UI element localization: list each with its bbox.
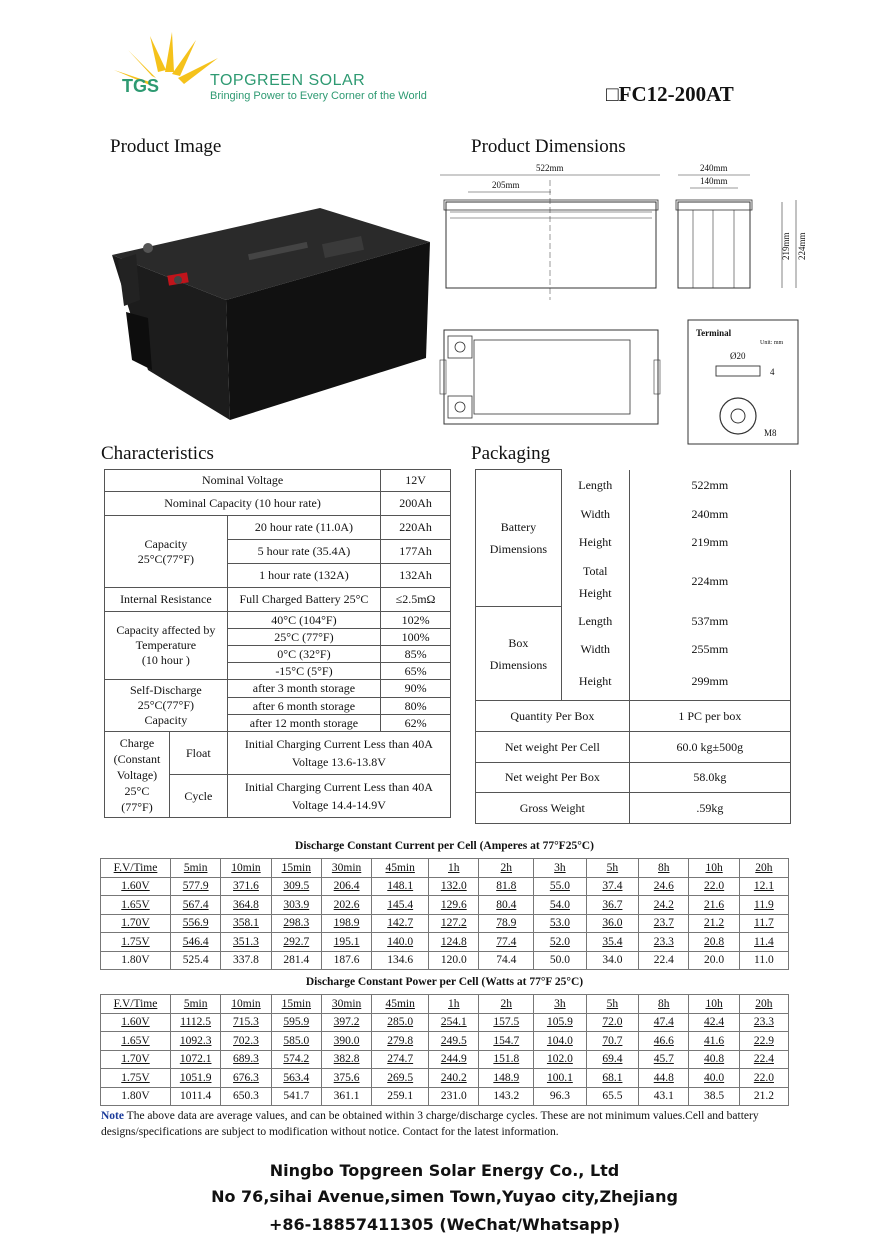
column-header: 45min (372, 859, 429, 878)
column-header: 10min (221, 859, 271, 878)
row-voltage: 1.65V (101, 896, 171, 915)
temperature: 25°C (77°F) (227, 629, 380, 646)
note-label: Note (101, 1110, 124, 1122)
product-dimensions-title: Product Dimensions (471, 136, 626, 157)
product-image-title: Product Image (110, 136, 222, 157)
temperature-value: 65% (381, 663, 451, 680)
table-cell: 1092.3 (171, 1032, 221, 1051)
column-header: F.V/Time (101, 859, 171, 878)
table-cell: 382.8 (321, 1050, 371, 1069)
float-label: Float (169, 732, 227, 775)
capacity-rate: 1 hour rate (132A) (227, 564, 380, 588)
table-cell: 36.0 (586, 914, 639, 933)
table-cell: 1112.5 (171, 1013, 221, 1032)
row-voltage: 1.70V (101, 1050, 171, 1069)
table-cell: 55.0 (534, 877, 587, 896)
characteristics-title: Characteristics (101, 443, 214, 464)
table-cell: 129.6 (429, 896, 479, 915)
net-weight-box-value: 58.0kg (629, 763, 790, 793)
table-cell: 358.1 (221, 914, 271, 933)
table-cell: 72.0 (586, 1013, 639, 1032)
table-cell: 47.4 (639, 1013, 689, 1032)
table-header-row (101, 859, 789, 878)
table-cell: 21.2 (689, 914, 739, 933)
storage-period: after 12 month storage (227, 715, 380, 732)
gross-weight-value: .59kg (629, 793, 790, 824)
table-cell: 77.4 (479, 933, 534, 952)
box-width-label: Width (561, 636, 629, 664)
table-cell: 81.8 (479, 877, 534, 896)
table-cell: 244.9 (429, 1050, 479, 1069)
table-cell: 42.4 (689, 1013, 739, 1032)
box-length-label: Length (561, 607, 629, 636)
table-cell: 24.2 (639, 896, 689, 915)
table-cell: 100.1 (534, 1069, 587, 1088)
table-cell: 574.2 (271, 1050, 321, 1069)
table-cell: 102.0 (534, 1050, 587, 1069)
table-cell: 397.2 (321, 1013, 371, 1032)
table-cell: 274.7 (372, 1050, 429, 1069)
width-label: Width (561, 501, 629, 529)
storage-period: after 3 month storage (227, 680, 380, 698)
dim-terminal-spacing: 205mm (492, 180, 520, 190)
footer-address: No 76,sihai Avenue,simen Town,Yuyao city,Zhejiang (211, 1187, 678, 1206)
table-cell: 22.0 (739, 1069, 788, 1088)
brand-name: TOPGREEN SOLAR (210, 72, 366, 89)
column-header: 2h (479, 995, 534, 1014)
table-cell: 281.4 (271, 951, 321, 970)
table-cell: 375.6 (321, 1069, 371, 1088)
table-cell: 120.0 (429, 951, 479, 970)
box-width-value: 255mm (629, 636, 790, 664)
dim-length-total: 522mm (536, 163, 564, 173)
table-cell: 195.1 (321, 933, 371, 952)
table-cell: 80.4 (479, 896, 534, 915)
column-header: 3h (534, 859, 587, 878)
table-cell: 206.4 (321, 877, 371, 896)
column-header: 15min (271, 995, 321, 1014)
quantity-value: 1 PC per box (629, 701, 790, 732)
self-discharge-label: Self-Discharge 25°C(77°F) Capacity (105, 680, 228, 732)
table-cell: 231.0 (429, 1087, 479, 1106)
table-cell: 43.1 (639, 1087, 689, 1106)
table-cell: 279.8 (372, 1032, 429, 1051)
table-cell: 702.3 (221, 1032, 271, 1051)
table-cell: 45.7 (639, 1050, 689, 1069)
current-discharge-table (100, 858, 789, 970)
table-header-row (101, 995, 789, 1014)
table-cell: 154.7 (479, 1032, 534, 1051)
row-voltage: 1.75V (101, 933, 171, 952)
table-cell: 22.9 (739, 1032, 788, 1051)
table-cell: 50.0 (534, 951, 587, 970)
table-row (101, 896, 789, 915)
table-cell: 11.9 (739, 896, 788, 915)
table-cell: 38.5 (689, 1087, 739, 1106)
table-cell: 145.4 (372, 896, 429, 915)
table-cell: 20.0 (689, 951, 739, 970)
dim-total-height: 224mm (797, 232, 807, 260)
charge-label: Charge (Constant Voltage) 25°C (77°F) (105, 732, 170, 818)
table-cell: 53.0 (534, 914, 587, 933)
table-cell: 249.5 (429, 1032, 479, 1051)
box-dimensions-label: Box Dimensions (476, 607, 562, 701)
table-cell: 22.0 (689, 877, 739, 896)
column-header: 5h (586, 859, 639, 878)
row-voltage: 1.80V (101, 1087, 171, 1106)
table-cell: 689.3 (221, 1050, 271, 1069)
temperature-value: 85% (381, 646, 451, 663)
table-cell: 1051.9 (171, 1069, 221, 1088)
column-header: 2h (479, 859, 534, 878)
table-row (101, 1013, 789, 1032)
table-cell: 259.1 (372, 1087, 429, 1106)
table-cell: 127.2 (429, 914, 479, 933)
internal-resistance-label: Internal Resistance (105, 588, 228, 612)
temperature-value: 100% (381, 629, 451, 646)
row-voltage: 1.75V (101, 1069, 171, 1088)
table-cell: 36.7 (586, 896, 639, 915)
current-table-title: Discharge Constant Current per Cell (Amperes at 77°F25°C) (295, 840, 594, 852)
dim-width-total: 240mm (700, 163, 728, 173)
table-cell: 364.8 (221, 896, 271, 915)
table-cell: 187.6 (321, 951, 371, 970)
table-cell: 40.8 (689, 1050, 739, 1069)
table-cell: 20.8 (689, 933, 739, 952)
table-cell: 35.4 (586, 933, 639, 952)
table-row (101, 1069, 789, 1088)
column-header: 20h (739, 995, 788, 1014)
table-cell: 351.3 (221, 933, 271, 952)
note (101, 1108, 791, 1140)
table-cell: 34.0 (586, 951, 639, 970)
box-height-label: Height (561, 664, 629, 701)
column-header: 8h (639, 995, 689, 1014)
table-cell: 21.2 (739, 1087, 788, 1106)
table-cell: 134.6 (372, 951, 429, 970)
table-cell: 563.4 (271, 1069, 321, 1088)
terminal-height: 4 (770, 367, 775, 377)
capacity-rate: 20 hour rate (11.0A) (227, 516, 380, 540)
table-cell: 11.0 (739, 951, 788, 970)
table-cell: 40.0 (689, 1069, 739, 1088)
table-cell: 541.7 (271, 1087, 321, 1106)
column-header: 5min (171, 859, 221, 878)
footer-phone: +86-18857411305 (WeChat/Whatsapp) (268, 1215, 621, 1234)
capacity-label: Capacity 25°C(77°F) (105, 516, 228, 588)
table-cell: 143.2 (479, 1087, 534, 1106)
column-header: 10h (689, 995, 739, 1014)
power-discharge-table (100, 994, 789, 1106)
table-cell: 96.3 (534, 1087, 587, 1106)
column-header: 3h (534, 995, 587, 1014)
table-cell: 577.9 (171, 877, 221, 896)
capacity-rate: 5 hour rate (35.4A) (227, 540, 380, 564)
table-cell: 390.0 (321, 1032, 371, 1051)
column-header: 1h (429, 995, 479, 1014)
table-row (101, 1050, 789, 1069)
box-length-value: 537mm (629, 607, 790, 636)
row-voltage: 1.80V (101, 951, 171, 970)
terminal-bolt: M8 (764, 428, 777, 438)
table-cell: 37.4 (586, 877, 639, 896)
table-cell: 44.8 (639, 1069, 689, 1088)
battery-dimensions-label: Battery Dimensions (476, 470, 562, 607)
footer-company: Ningbo Topgreen Solar Energy Co., Ltd (269, 1161, 620, 1180)
terminal-title: Terminal (696, 328, 732, 338)
table-cell: 303.9 (271, 896, 321, 915)
table-cell: 54.0 (534, 896, 587, 915)
table-cell: 22.4 (739, 1050, 788, 1069)
temperature: 0°C (32°F) (227, 646, 380, 663)
characteristics-table (104, 469, 451, 818)
column-header: 20h (739, 859, 788, 878)
storage-value: 62% (381, 715, 451, 732)
temperature-value: 102% (381, 612, 451, 629)
table-cell: 78.9 (479, 914, 534, 933)
length-label: Length (561, 470, 629, 501)
cycle-spec: Initial Charging Current Less than 40A Voltage 14.4-14.9V (227, 775, 450, 818)
length-value: 522mm (629, 470, 790, 501)
terminal-diameter: Ø20 (730, 351, 746, 361)
row-voltage: 1.60V (101, 877, 171, 896)
table-cell: 24.6 (639, 877, 689, 896)
table-cell: 104.0 (534, 1032, 587, 1051)
dimension-drawings (438, 160, 808, 450)
column-header: 5h (586, 995, 639, 1014)
column-header: 1h (429, 859, 479, 878)
capacity-value: 220Ah (381, 516, 451, 540)
nominal-voltage-label: Nominal Voltage (105, 470, 381, 492)
row-voltage: 1.70V (101, 914, 171, 933)
net-weight-cell-value: 60.0 kg±500g (629, 732, 790, 763)
internal-resistance-condition: Full Charged Battery 25°C (227, 588, 380, 612)
table-cell: 337.8 (221, 951, 271, 970)
table-cell: 240.2 (429, 1069, 479, 1088)
table-cell: 285.0 (372, 1013, 429, 1032)
box-height-value: 299mm (629, 664, 790, 701)
net-weight-cell-label: Net weight Per Cell (476, 732, 630, 763)
table-cell: 298.3 (271, 914, 321, 933)
brand-slogan: Bringing Power to Every Corner of the World (210, 90, 427, 102)
packaging-table (475, 469, 791, 824)
table-cell: 11.7 (739, 914, 788, 933)
table-row (101, 951, 789, 970)
storage-value: 80% (381, 698, 451, 715)
table-cell: 69.4 (586, 1050, 639, 1069)
table-cell: 23.3 (639, 933, 689, 952)
table-cell: 21.6 (689, 896, 739, 915)
table-cell: 151.8 (479, 1050, 534, 1069)
table-cell: 585.0 (271, 1032, 321, 1051)
table-cell: 269.5 (372, 1069, 429, 1088)
float-spec: Initial Charging Current Less than 40A Voltage 13.6-13.8V (227, 732, 450, 775)
table-cell: 371.6 (221, 877, 271, 896)
table-cell: 595.9 (271, 1013, 321, 1032)
table-row (101, 1087, 789, 1106)
temperature: -15°C (5°F) (227, 663, 380, 680)
packaging-title: Packaging (471, 443, 551, 464)
dim-width-inner: 140mm (700, 176, 728, 186)
table-cell: 715.3 (221, 1013, 271, 1032)
total-height-value: 224mm (629, 557, 790, 607)
column-header: 15min (271, 859, 321, 878)
table-cell: 202.6 (321, 896, 371, 915)
table-cell: 567.4 (171, 896, 221, 915)
table-cell: 148.9 (479, 1069, 534, 1088)
quantity-label: Quantity Per Box (476, 701, 630, 732)
table-cell: 676.3 (221, 1069, 271, 1088)
gross-weight-label: Gross Weight (476, 793, 630, 824)
internal-resistance: ≤2.5mΩ (381, 588, 451, 612)
column-header: 30min (321, 995, 371, 1014)
table-cell: 650.3 (221, 1087, 271, 1106)
note-text: The above data are average values, and can be obtained within 3 charge/discharge cycles. These are not minimum values.Cell and battery designs/specifications are subject to modification without notice. Contact for the latest information. (101, 1110, 759, 1138)
table-cell: 46.6 (639, 1032, 689, 1051)
table-cell: 68.1 (586, 1069, 639, 1088)
column-header: 30min (321, 859, 371, 878)
net-weight-box-label: Net weight Per Box (476, 763, 630, 793)
power-table-title: Discharge Constant Power per Cell (Watts at 77°F 25°C) (305, 976, 584, 988)
table-cell: 11.4 (739, 933, 788, 952)
table-cell: 41.6 (689, 1032, 739, 1051)
cycle-label: Cycle (169, 775, 227, 818)
terminal-unit: Unit: mm (760, 340, 784, 346)
table-row (101, 1032, 789, 1051)
table-cell: 1011.4 (171, 1087, 221, 1106)
table-cell: 148.1 (372, 877, 429, 896)
brand-mark: TGS (122, 76, 160, 96)
table-cell: 525.4 (171, 951, 221, 970)
table-cell: 546.4 (171, 933, 221, 952)
table-cell: 74.4 (479, 951, 534, 970)
temperature-label: Capacity affected by Temperature (10 hour ) (105, 612, 228, 680)
table-cell: 254.1 (429, 1013, 479, 1032)
column-header: 45min (372, 995, 429, 1014)
battery-image (108, 200, 433, 422)
table-cell: 140.0 (372, 933, 429, 952)
column-header: 10h (689, 859, 739, 878)
row-voltage: 1.60V (101, 1013, 171, 1032)
table-cell: 198.9 (321, 914, 371, 933)
table-row (101, 914, 789, 933)
table-cell: 142.7 (372, 914, 429, 933)
column-header: 10min (221, 995, 271, 1014)
table-row (101, 933, 789, 952)
model-number: □FC12-200AT (606, 82, 734, 106)
column-header: 5min (171, 995, 221, 1014)
nominal-voltage: 12V (381, 470, 451, 492)
column-header: F.V/Time (101, 995, 171, 1014)
table-cell: 157.5 (479, 1013, 534, 1032)
table-cell: 292.7 (271, 933, 321, 952)
table-row (101, 877, 789, 896)
table-cell: 132.0 (429, 877, 479, 896)
storage-period: after 6 month storage (227, 698, 380, 715)
capacity-value: 132Ah (381, 564, 451, 588)
storage-value: 90% (381, 680, 451, 698)
table-cell: 361.1 (321, 1087, 371, 1106)
table-cell: 105.9 (534, 1013, 587, 1032)
table-cell: 70.7 (586, 1032, 639, 1051)
width-value: 240mm (629, 501, 790, 529)
table-cell: 309.5 (271, 877, 321, 896)
table-cell: 65.5 (586, 1087, 639, 1106)
temperature: 40°C (104°F) (227, 612, 380, 629)
height-value: 219mm (629, 529, 790, 557)
total-height-label: Total Height (561, 557, 629, 607)
nominal-capacity: 200Ah (381, 492, 451, 516)
nominal-capacity-label: Nominal Capacity (10 hour rate) (105, 492, 381, 516)
table-cell: 1072.1 (171, 1050, 221, 1069)
table-cell: 23.3 (739, 1013, 788, 1032)
table-cell: 556.9 (171, 914, 221, 933)
dim-height: 219mm (781, 232, 791, 260)
row-voltage: 1.65V (101, 1032, 171, 1051)
height-label: Height (561, 529, 629, 557)
capacity-value: 177Ah (381, 540, 451, 564)
table-cell: 124.8 (429, 933, 479, 952)
column-header: 8h (639, 859, 689, 878)
table-cell: 23.7 (639, 914, 689, 933)
table-cell: 12.1 (739, 877, 788, 896)
table-cell: 22.4 (639, 951, 689, 970)
table-cell: 52.0 (534, 933, 587, 952)
